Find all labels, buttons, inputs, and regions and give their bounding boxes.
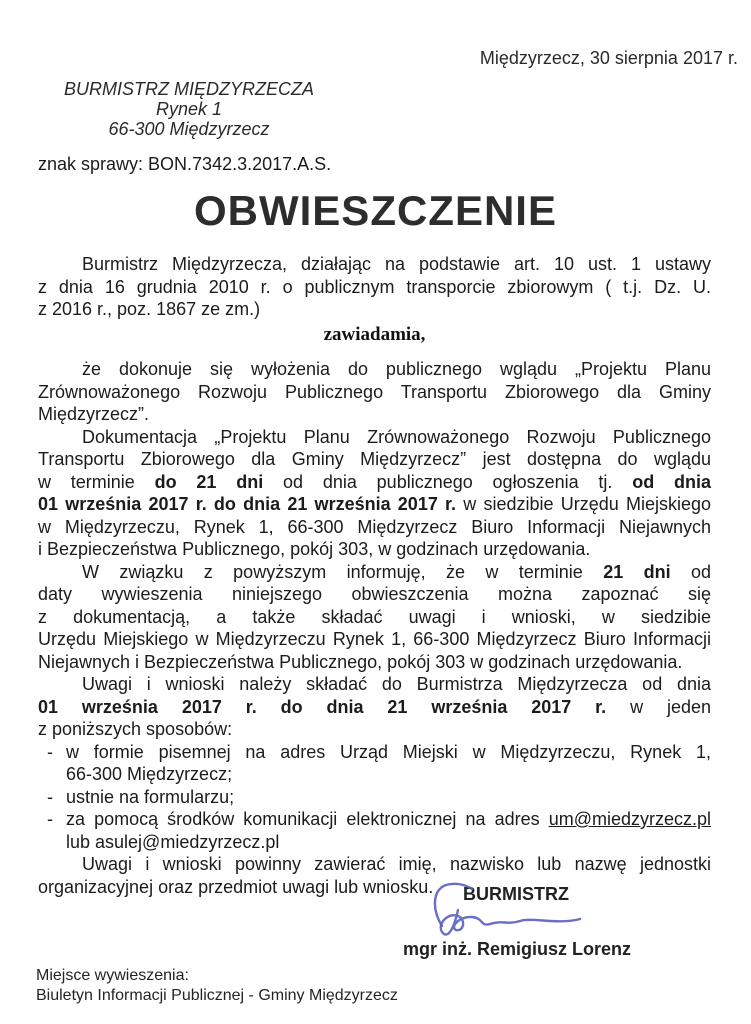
text-line [38,516,711,539]
text-run: w siedzibie Urzędu Miejskiego [456,494,711,514]
text-line [66,763,711,786]
sender-block [36,79,342,139]
text-run: Urzędu Miejskiego w Międzyrzeczu Rynek 1, 66-300 Międzyrzecz Biuro Informacji [38,629,711,649]
text-run: z dokumentacją, a także składać uwagi i wnioski, w siedzibie [38,606,711,627]
paragraph-availability [38,426,711,561]
sender-street: Rynek 1 [155,99,223,119]
text-line [38,628,711,651]
text-line [38,358,711,381]
text-run: lub asulej@miedzyrzecz.pl [66,831,280,852]
text-line [66,786,711,809]
list-item-oral [38,786,711,809]
text-run: w terminie [38,471,155,492]
posting-place-block [36,966,398,1006]
text-line [38,253,711,276]
text-run: z 2016 r., poz. 1867 ze zm.) [38,299,261,319]
text-line [38,651,711,674]
signature-block [403,884,638,960]
posting-place-label: Miejsce wywieszenia: [36,967,189,984]
text-line [38,448,711,471]
text-run: Burmistrz Międzyrzecza, działając na podstawie art. 10 ust. 1 ustawy [82,254,711,274]
text-run: 66-300 Międzyrzecz; [66,764,233,784]
posting-place-value: Biuletyn Informacji Publicznej - Gminy Międzyrzecz [36,987,398,1004]
text-run: 01 września 2017 r. do dnia 21 września 2017 r. [38,494,457,514]
text-line [38,673,711,696]
text-run: Uwagi i wnioski należy składać do Burmistrza Międzyrzecza od dnia [82,674,711,694]
text-run: że dokonuje się wyłożenia do publicznego wglądu „Projektu Planu [82,359,711,379]
bullet-dash: - [47,809,53,829]
text-run: i Bezpieczeństwa Publicznego, pokój 303, w godzinach urzędowania. [38,539,591,559]
text-run: od [670,561,712,582]
signature-name: mgr inż. Remigiusz Lorenz [403,939,632,959]
text-line [38,493,711,516]
text-line [38,426,711,449]
bullet-dash: - [47,741,53,762]
text-run: 21 dni [603,561,671,582]
paragraph-exhibition [38,358,711,426]
text-run: z poniższych sposobów: [38,719,233,739]
notice-word: zawiadamia, [323,323,426,345]
text-run: od dnia [632,471,711,492]
text-run: z dnia 16 grudnia 2010 r. o publicznym transporcie zbiorowym ( t.j. Dz. U. [38,276,711,297]
text-run: Uwagi i wnioski powinny zawierać imię, nazwisko lub nazwę jednostki [82,854,711,874]
text-line [66,741,711,764]
signature-role: BURMISTRZ [463,884,569,904]
text-line [38,471,711,494]
text-line [38,403,711,426]
case-reference: znak sprawy: BON.7342.3.2017.A.S. [38,154,332,174]
document-title: OBWIESZCZENIE [193,187,557,234]
text-run: Zrównoważonego Rozwoju Publicznego Transportu Zbiorowego dla Gminy [38,381,711,402]
text-line [38,696,711,719]
bullet-dash: - [47,786,53,807]
text-run: ustnie na formularzu; [66,786,235,807]
text-run: daty wywieszenia niniejszego obwieszczenia można zapoznać się [38,584,711,604]
text-run: W związku z powyższym informuję, że w terminie [82,561,604,582]
text-run: za pomocą środków komunikacji elektronicznej na adres [66,809,549,829]
paragraph-inspection [38,561,711,674]
text-line [38,298,711,321]
text-run: w formie pisemnej na adres Urząd Miejski w Międzyrzeczu, Rynek 1, [66,741,711,762]
text-line [38,853,711,876]
paragraph-submission [38,673,711,741]
text-run: w Międzyrzeczu, Rynek 1, 66-300 Międzyrzecz Biuro Informacji Niejawnych [38,516,711,537]
text-run: Międzyrzecz”. [38,404,150,424]
text-run: w jeden [606,696,711,717]
text-line [38,561,711,584]
email-link: um@miedzyrzecz.pl [548,809,711,829]
text-run: 01 września 2017 r. do dnia 21 września 2017 r. [38,696,607,717]
submission-methods-list [38,741,711,854]
text-run: Niejawnych i Bezpieczeństwa Publicznego, pokój 303 w godzinach urzędowania. [38,651,683,672]
sender-name: BURMISTRZ MIĘDZYRZECZA [64,79,314,99]
text-line [38,718,711,741]
text-line [66,808,711,831]
text-run: do 21 dni [154,471,264,492]
document-body [38,253,711,898]
text-run: Transportu Zbiorowego dla Gminy Międzyrzecz” jest dostępna do wglądu [38,449,711,469]
list-item-electronic [38,808,711,853]
sender-city: 66-300 Międzyrzecz [108,119,270,139]
text-run: organizacyjnej oraz przedmiot uwagi lub wniosku. [38,876,434,897]
text-run: Dokumentacja „Projektu Planu Zrównoważonego Rozwoju Publicznego [82,426,711,447]
text-line [38,276,711,299]
text-line [38,606,711,629]
text-run: od dnia publicznego ogłoszenia tj. [263,471,633,492]
text-line [38,583,711,606]
text-line [38,538,711,561]
paragraph-legal-basis [38,253,711,321]
list-item-written [38,741,711,786]
date-line: Międzyrzecz, 30 sierpnia 2017 r. [479,48,738,68]
text-line [66,831,711,854]
text-line [38,381,711,404]
